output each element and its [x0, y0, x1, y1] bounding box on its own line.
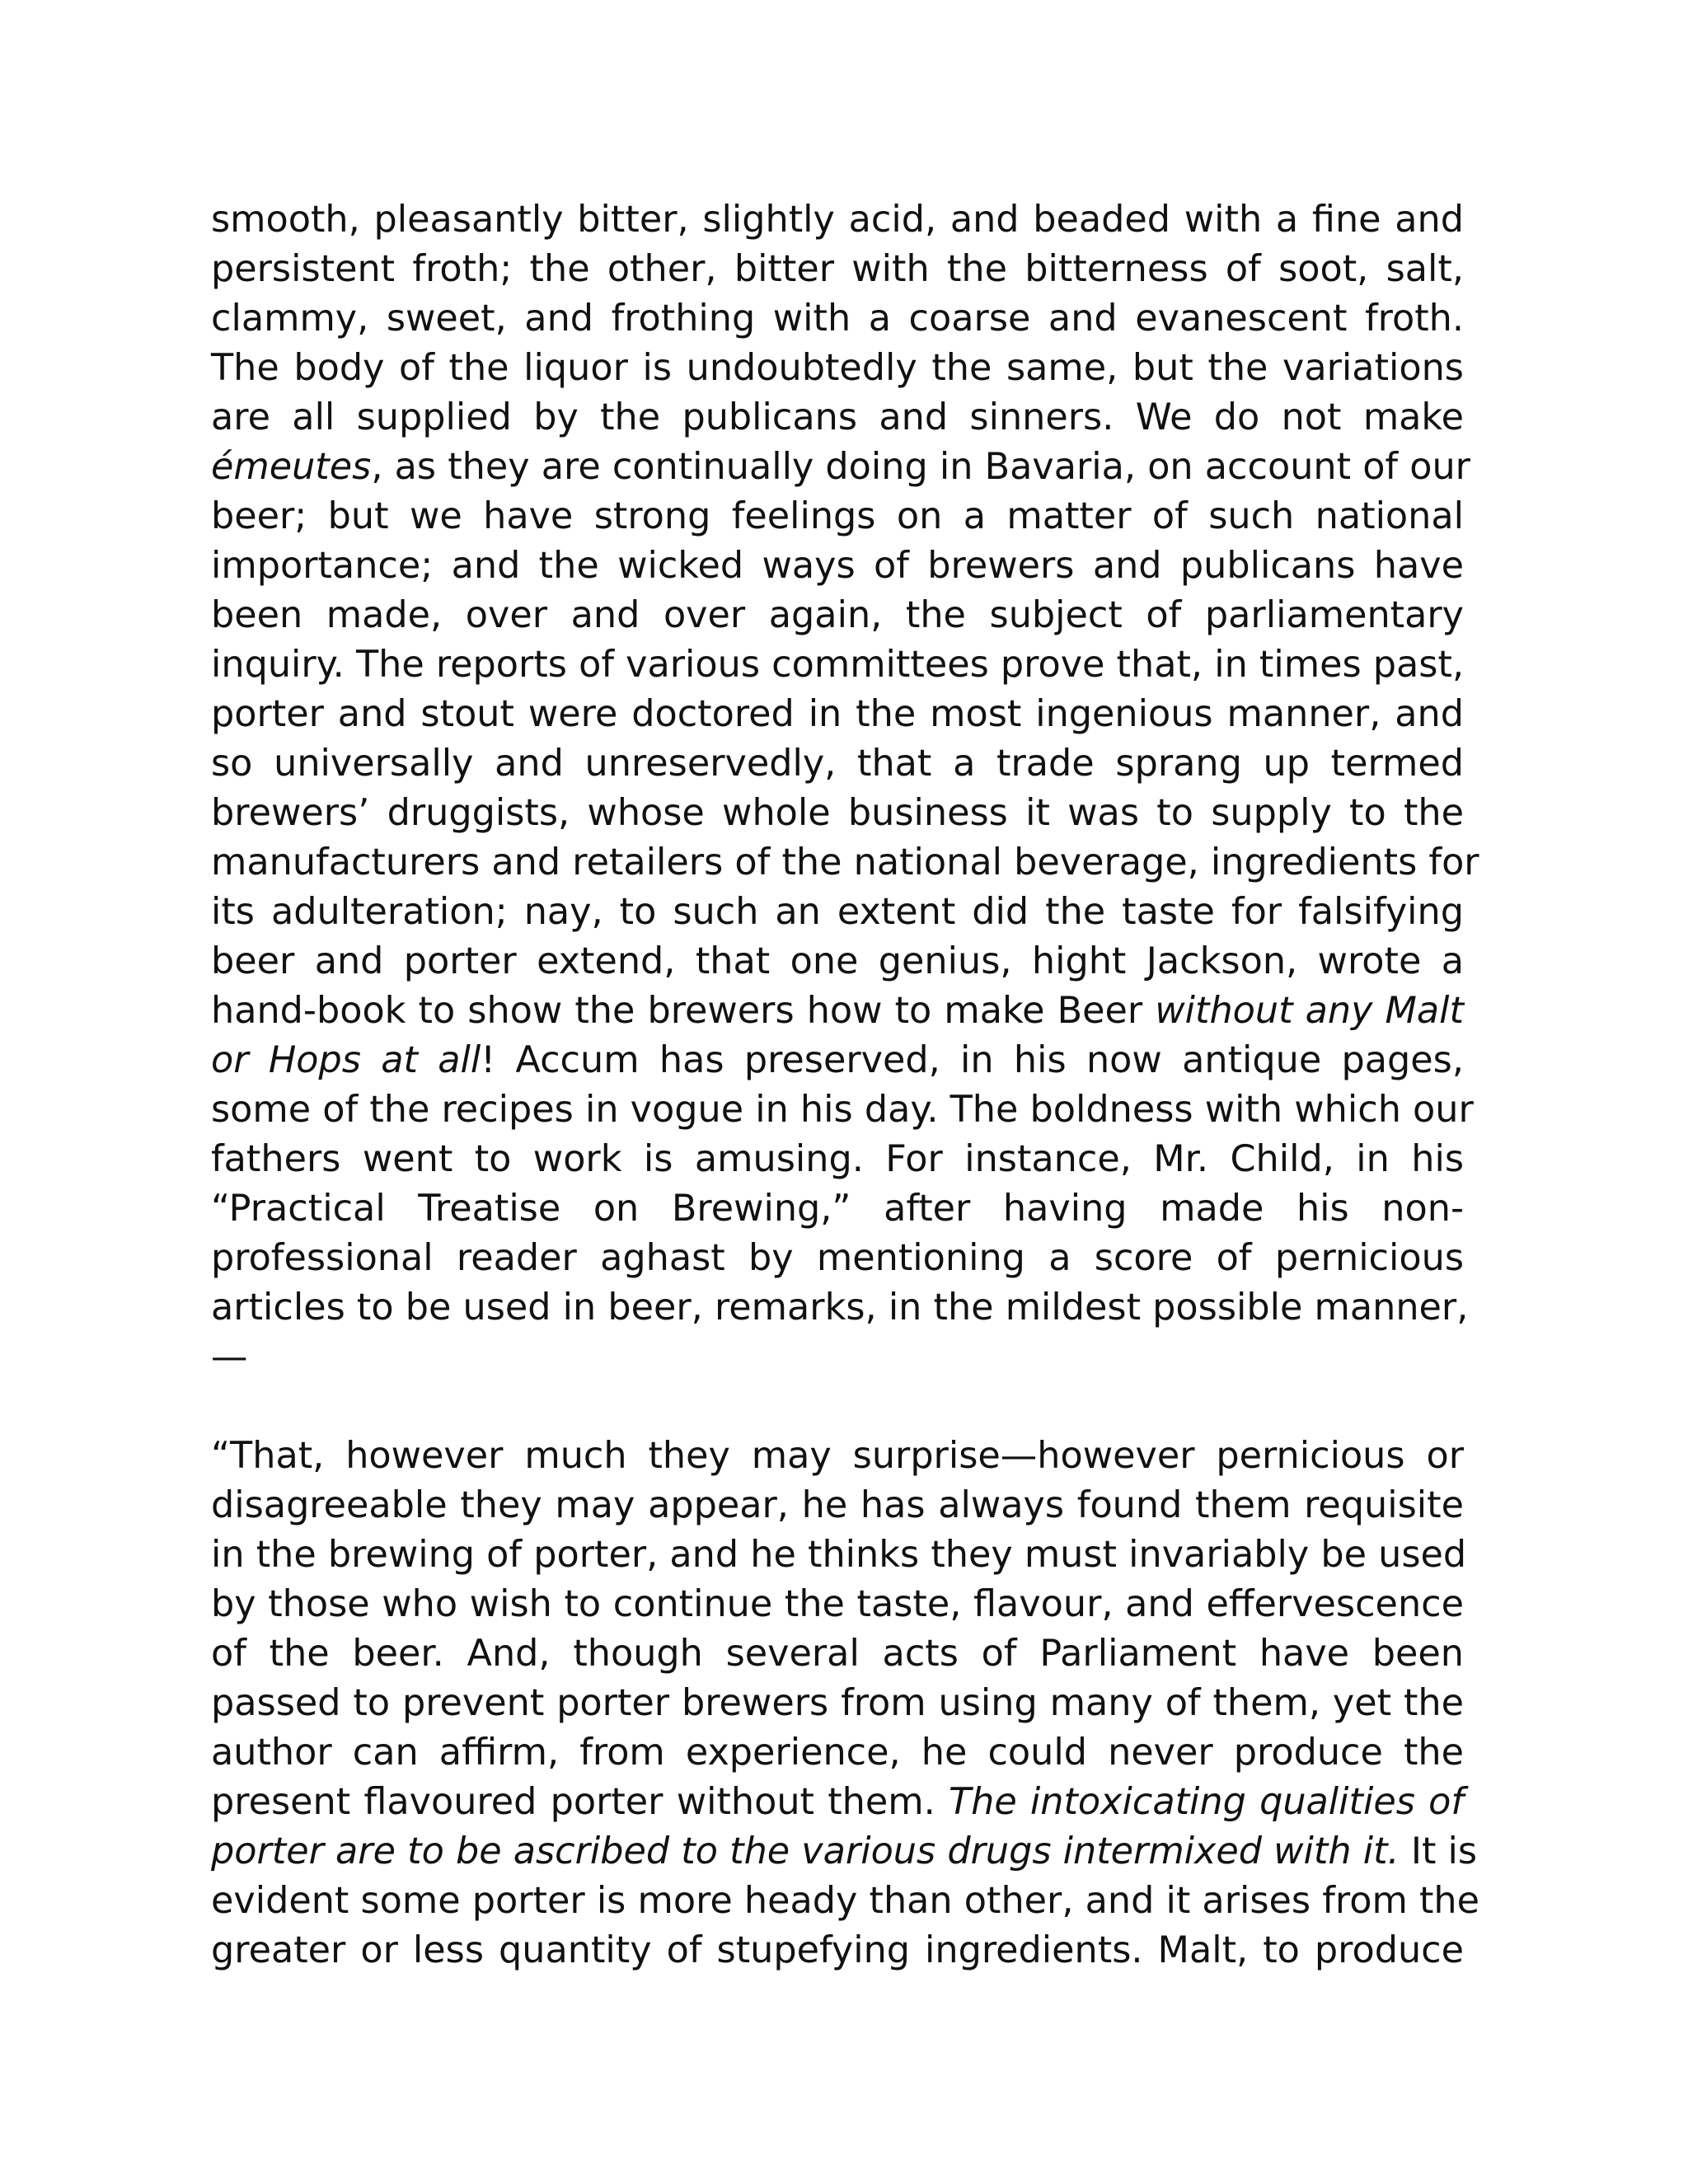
text-line — [211, 245, 1464, 294]
body-text: ! Accum has preserved, in his now antique pages, — [481, 1039, 1465, 1081]
body-text: “Practical Treatise on Brewing,” after having made his non- — [211, 1188, 1464, 1230]
text-line — [211, 789, 1464, 838]
text-line — [211, 541, 1464, 591]
text-line — [211, 1036, 1464, 1085]
body-text: persistent froth; the other, bitter with the bitterness of soot, salt, — [211, 248, 1464, 290]
text-line — [211, 195, 1464, 245]
italic-text: without any Malt — [1155, 990, 1464, 1032]
body-text: beer; but we have strong feelings on a matter of such national — [211, 495, 1464, 537]
paragraph — [211, 195, 1479, 1382]
body-text: The body of the liquor is undoubtedly the same, but the variations — [211, 347, 1464, 389]
text-line — [211, 690, 1464, 739]
body-text: are all supplied by the publicans and sinners. We do not make — [211, 396, 1464, 438]
text-line — [211, 1184, 1464, 1234]
text-line — [211, 1827, 1478, 1877]
italic-text: or Hops at all — [211, 1039, 481, 1081]
body-text: been made, over and over again, the subject of parliamentary — [211, 594, 1464, 636]
italic-text: The intoxicating qualities of — [948, 1781, 1464, 1823]
text-line — [211, 1333, 1464, 1382]
body-text: articles to be used in beer, remarks, in the mildest possible manner, — [211, 1286, 1469, 1329]
text-line — [211, 1580, 1464, 1629]
body-text: disagreeable they may appear, he has always found them requisite — [211, 1484, 1464, 1526]
body-text: passed to prevent porter brewers from using many of them, yet the — [211, 1682, 1464, 1724]
body-text: — — [211, 1336, 248, 1378]
body-text: brewers’ druggists, whose whole business it was to supply to the — [211, 792, 1464, 834]
body-text: smooth, pleasantly bitter, slightly acid, and beaded with a fine and — [211, 199, 1464, 241]
body-text: professional reader aghast by mentioning a score of pernicious — [211, 1237, 1464, 1279]
body-text: manufacturers and retailers of the national beverage, ingredients for — [211, 841, 1479, 883]
text-line — [211, 640, 1464, 690]
body-text: hand-book to show the brewers how to make Beer — [211, 990, 1156, 1032]
italic-text: émeutes — [211, 446, 372, 488]
body-text: inquiry. The reports of various committees prove that, in times past, — [211, 644, 1465, 686]
text-line — [211, 393, 1464, 443]
paragraph-gap — [211, 1382, 1464, 1432]
text-line — [211, 739, 1464, 789]
body-text: “That, however much they may surprise—however pernicious or — [211, 1435, 1464, 1477]
body-text: clammy, sweet, and frothing with a coarse and evanescent froth. — [211, 298, 1464, 340]
text-line — [211, 937, 1464, 987]
body-text: greater or less quantity of stupefying ingredients. Malt, to produce — [211, 1929, 1464, 1971]
body-text: some of the recipes in vogue in his day. The boldness with which our — [211, 1089, 1474, 1131]
paragraph — [211, 1432, 1479, 1975]
text-line — [211, 1530, 1467, 1580]
text-line — [211, 1135, 1464, 1184]
text-line — [211, 1926, 1464, 1975]
body-text: porter and stout were doctored in the most ingenious manner, and — [211, 693, 1464, 735]
body-text: of the beer. And, though several acts of Parliament have been — [211, 1633, 1464, 1675]
page-body — [211, 195, 1479, 1975]
body-text: author can affirm, from experience, he could never produce the — [211, 1732, 1464, 1774]
body-text: so universally and unreservedly, that a trade sprang up termed — [211, 743, 1464, 785]
body-text: fathers went to work is amusing. For instance, Mr. Child, in his — [211, 1138, 1464, 1180]
text-line — [211, 1778, 1464, 1827]
body-text: present flavoured porter without them. — [211, 1781, 949, 1823]
body-text: beer and porter extend, that one genius, hight Jackson, wrote a — [211, 940, 1464, 982]
text-line — [211, 1085, 1474, 1135]
italic-text: porter are to be ascribed to the various drugs intermixed with it. — [211, 1830, 1400, 1872]
text-line — [211, 443, 1470, 492]
body-text: by those who wish to continue the taste, flavour, and effervescence — [211, 1583, 1464, 1625]
body-text: its adulteration; nay, to such an extent did the taste for falsifying — [211, 891, 1464, 933]
text-line — [211, 344, 1464, 393]
body-text: It is — [1399, 1830, 1478, 1872]
body-text: in the brewing of porter, and he thinks they must invariably be used — [211, 1534, 1467, 1576]
text-line — [211, 492, 1464, 541]
body-text: , as they are continually doing in Bavaria, on account of our — [371, 446, 1470, 488]
text-line — [211, 888, 1464, 937]
text-line — [211, 1629, 1464, 1679]
body-text: importance; and the wicked ways of brewers and publicans have — [211, 545, 1464, 587]
text-line — [211, 1481, 1464, 1530]
text-line — [211, 1432, 1464, 1481]
text-line — [211, 1283, 1469, 1333]
text-line — [211, 1728, 1464, 1778]
text-line — [211, 838, 1479, 888]
text-line — [211, 294, 1464, 344]
body-text: evident some porter is more heady than other, and it arises from the — [211, 1880, 1479, 1922]
text-line — [211, 1234, 1464, 1283]
text-line — [211, 1877, 1479, 1926]
text-line — [211, 591, 1464, 640]
text-line — [211, 1679, 1464, 1728]
text-line — [211, 987, 1464, 1036]
